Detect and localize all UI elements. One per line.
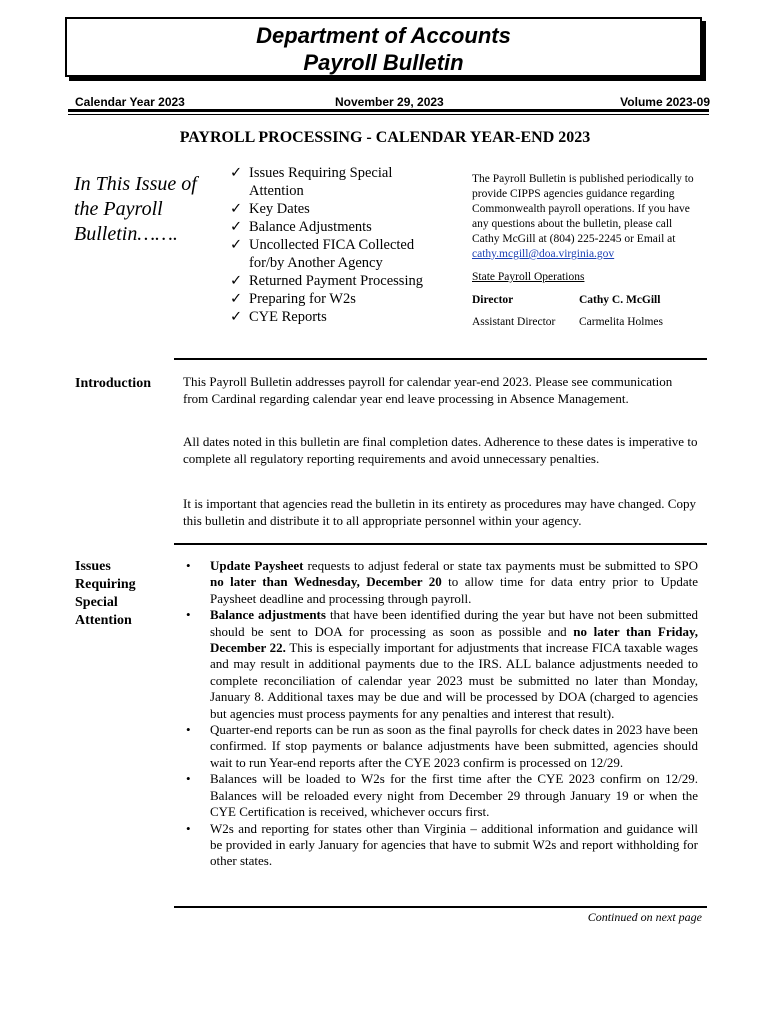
bullet-icon: • xyxy=(186,558,191,573)
sidebar-info xyxy=(472,172,702,331)
checkmark-icon: ✓ xyxy=(230,201,243,217)
item-text: Balances will be loaded to W2s for the first time after the CYE 2023 confirm on 12/29. Balances will be reloaded every night from December 29 through January 19 or when the CYE Certification is received, whichever occurs first. xyxy=(210,771,698,820)
checkmark-icon: ✓ xyxy=(230,219,243,235)
issues-label-line1: Issues xyxy=(75,559,111,574)
list-item xyxy=(230,218,434,236)
bold-text: no later than Friday, December 22. xyxy=(210,623,698,656)
contents-item-label: CYE Reports xyxy=(249,309,327,325)
bullet-icon: • xyxy=(186,607,191,623)
list-item xyxy=(183,771,698,820)
section-divider xyxy=(174,358,707,360)
header-rule xyxy=(68,109,709,112)
in-this-issue-line3: Bulletin……. xyxy=(74,223,178,245)
issues-list xyxy=(183,558,698,870)
asst-director-name: Carmelita Holmes xyxy=(579,316,663,328)
item-text: to allow time for data entry prior to Update Paysheet deadline and processing through payroll. xyxy=(210,574,699,606)
section-divider xyxy=(174,543,707,545)
director-title: Director xyxy=(472,294,514,306)
bullet-icon: • xyxy=(186,820,191,836)
contents-item-label: Balance Adjustments xyxy=(249,219,372,235)
item-text: requests to adjust federal or state tax payments must be submitted to SPO xyxy=(303,558,698,573)
contents-item-label: Key Dates xyxy=(249,201,310,217)
ops-title: State Payroll Operations xyxy=(472,271,585,283)
contents-list xyxy=(230,164,434,326)
header-rule-thin xyxy=(68,114,709,115)
bulletin-date: November 29, 2023 xyxy=(335,95,444,109)
checkmark-icon: ✓ xyxy=(230,309,243,325)
bulletin-title-line1: Department of Accounts xyxy=(256,23,511,48)
introduction-label: Introduction xyxy=(75,376,151,391)
intro-paragraph-3: It is important that agencies read the bulletin in its entirety as procedures may have changed. Copy this bulletin and distribute it to all appropriate personnel within your agency. xyxy=(183,496,696,528)
continued-note: Continued on next page xyxy=(587,910,702,924)
list-item xyxy=(230,308,434,326)
intro-paragraph-1: This Payroll Bulletin addresses payroll for calendar year-end 2023. Please see communication from Cardinal regarding calendar year end leave processing in Absence Management. xyxy=(183,374,673,406)
bold-text: no later than Wednesday, December 20 xyxy=(210,574,442,590)
intro-paragraph-2: All dates noted in this bulletin are final completion dates. Adherence to these dates is imperative to complete all regulatory reporting requirements and avoid unnecessary penalties. xyxy=(183,434,698,466)
checkmark-icon: ✓ xyxy=(230,291,243,307)
in-this-issue-line2: the Payroll xyxy=(74,198,163,220)
sidebar-blurb: The Payroll Bulletin is published periodically to provide CIPPS agencies guidance regarding Commonwealth payroll operations. If you have any questions about the bulletin, please call Cathy McGill at (804) 225-2245 or Email at xyxy=(472,173,694,245)
contents-item-label: Uncollected FICA Collected for/by Another Agency xyxy=(249,237,415,271)
bold-text: Update Paysheet xyxy=(210,558,304,573)
list-item xyxy=(183,558,698,607)
list-item xyxy=(183,607,698,722)
contents-item-label: Preparing for W2s xyxy=(249,291,356,307)
checkmark-icon: ✓ xyxy=(230,165,243,181)
checkmark-icon: ✓ xyxy=(230,237,243,253)
item-text: Quarter-end reports can be run as soon as the final payrolls for check dates in 2023 have been confirmed. If stop payments or balance adjustments have been submitted, agencies should wait to run Year-end reports after the CYE 2023 confirm is processed on 12/29. xyxy=(210,722,698,770)
item-text: W2s and reporting for states other than Virginia – additional information and guidance will be provided in early January for agencies that have to submit W2s and report withholding for other states. xyxy=(210,820,698,869)
main-title: PAYROLL PROCESSING - CALENDAR YEAR-END 2023 xyxy=(179,129,591,146)
bulletin-title-box xyxy=(65,17,702,77)
calendar-year: Calendar Year 2023 xyxy=(75,95,185,109)
bullet-icon: • xyxy=(186,722,191,738)
list-item xyxy=(230,272,434,290)
bullet-icon: • xyxy=(186,771,191,787)
list-item xyxy=(230,164,434,200)
list-item xyxy=(183,722,698,771)
list-item xyxy=(230,200,434,218)
list-item xyxy=(183,821,698,870)
issues-label-line4: Attention xyxy=(75,613,132,628)
item-text: This is especially important for adjustments that increase FICA taxable wages and may result in additional payments due to the IRS. ALL balance adjustments needed to complete reconciliation of calendar year 2023 must be submitted no later than Monday, January 8. Additional taxes may be due and will be processed by DOA (charged to agencies but agencies must process payments for any penalties and interest that result). xyxy=(210,640,699,721)
list-item xyxy=(230,236,434,272)
checkmark-icon: ✓ xyxy=(230,273,243,289)
section-divider xyxy=(174,906,707,908)
in-this-issue-line1: In This Issue of xyxy=(74,173,197,195)
list-item xyxy=(230,290,434,308)
bulletin-title-line2: Payroll Bulletin xyxy=(303,50,464,75)
contents-item-label: Returned Payment Processing xyxy=(249,273,423,289)
item-text: that have been identified during the year but have not been submitted should be sent to DOA for processing as soon as possible and xyxy=(210,607,698,639)
issues-label-line3: Special xyxy=(75,595,118,610)
contents-item-label: Issues Requiring Special Attention xyxy=(249,165,393,199)
asst-director-title: Assistant Director xyxy=(472,316,556,328)
bold-text: Balance adjustments xyxy=(210,607,326,623)
contact-email-link[interactable]: cathy.mcgill@doa.virginia.gov xyxy=(472,248,615,260)
director-name: Cathy C. McGill xyxy=(579,294,661,306)
issues-label-line2: Requiring xyxy=(75,577,136,592)
issues-label xyxy=(75,558,136,630)
volume-number: Volume 2023-09 xyxy=(620,95,710,109)
in-this-issue-heading xyxy=(74,172,197,247)
